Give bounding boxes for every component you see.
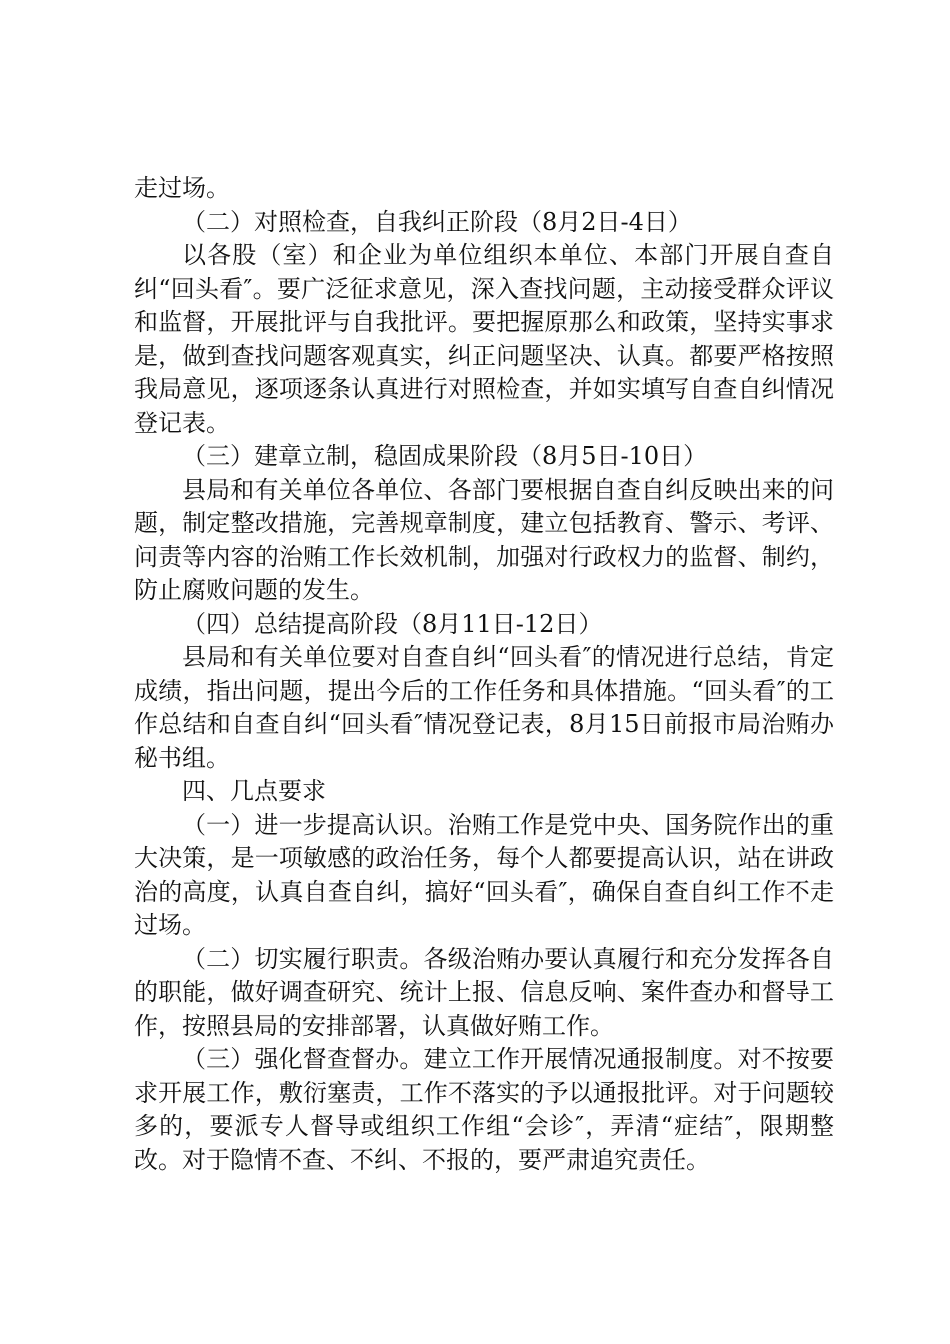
- paragraph-continuation: 走过场。: [134, 174, 230, 202]
- paragraph-requirement-3: （三）强化督查督办。建立工作开展情况通报制度。对不按要求开展工作，敷衍塞责，工作不落实的予以通报批评。对于问题较多的，要派专人督导或组织工作组“会诊″，弄清“症结″，限期整改。对于隐情不查、不纠、不报的，要严肃追究责任。: [134, 1045, 834, 1174]
- paragraph-self-check: 以各股（室）和企业为单位组织本单位、本部门开展自查自纠“回头看″。要广泛征求意见，深入查找问题，主动接受群众评议和监督，开展批评与自我批评。要把握原那么和政策，坚持实事求是，做到查找问题客观真实，纠正问题坚决、认真。都要严格按照我局意见，逐项逐条认真进行对照检查，并如实填写自查自纠情况登记表。: [134, 241, 834, 437]
- section-heading-summary: （四）总结提高阶段（8月11日-12日）: [182, 609, 603, 638]
- document-body: [134, 172, 834, 1177]
- section-heading-rules: （三）建章立制，稳固成果阶段（8月5日-10日）: [182, 442, 708, 470]
- paragraph-summary: 县局和有关单位要对自查自纠“回头看″的情况进行总结，肯定成绩，指出问题，提出今后的工作任务和具体措施。“回头看″的工作总结和自查自纠“回头看″情况登记表，8月15日前报市局治贿办秘书组。: [134, 643, 834, 772]
- paragraph-requirement-2: （二）切实履行职责。各级治贿办要认真履行和充分发挥各自的职能，做好调查研究、统计上报、信息反响、案件查办和督导工作，按照县局的安排部署，认真做好贿工作。: [134, 944, 834, 1040]
- paragraph-requirement-1: （一）进一步提高认识。治贿工作是党中央、国务院作出的重大决策，是一项敏感的政治任务，每个人都要提高认识，站在讲政治的高度，认真自查自纠，搞好“回头看″，确保自查自纠工作不走过场。: [134, 810, 834, 939]
- paragraph-rules: 县局和有关单位各单位、各部门要根据自查自纠反映出来的问题，制定整改措施，完善规章制度，建立包括教育、警示、考评、问责等内容的治贿工作长效机制，加强对行政权力的监督、制约，防止腐败问题的发生。: [134, 475, 834, 604]
- section-heading-requirements: 四、几点要求: [182, 777, 326, 805]
- section-heading-self-check: （二）对照检查，自我纠正阶段（8月2日-4日）: [182, 207, 692, 236]
